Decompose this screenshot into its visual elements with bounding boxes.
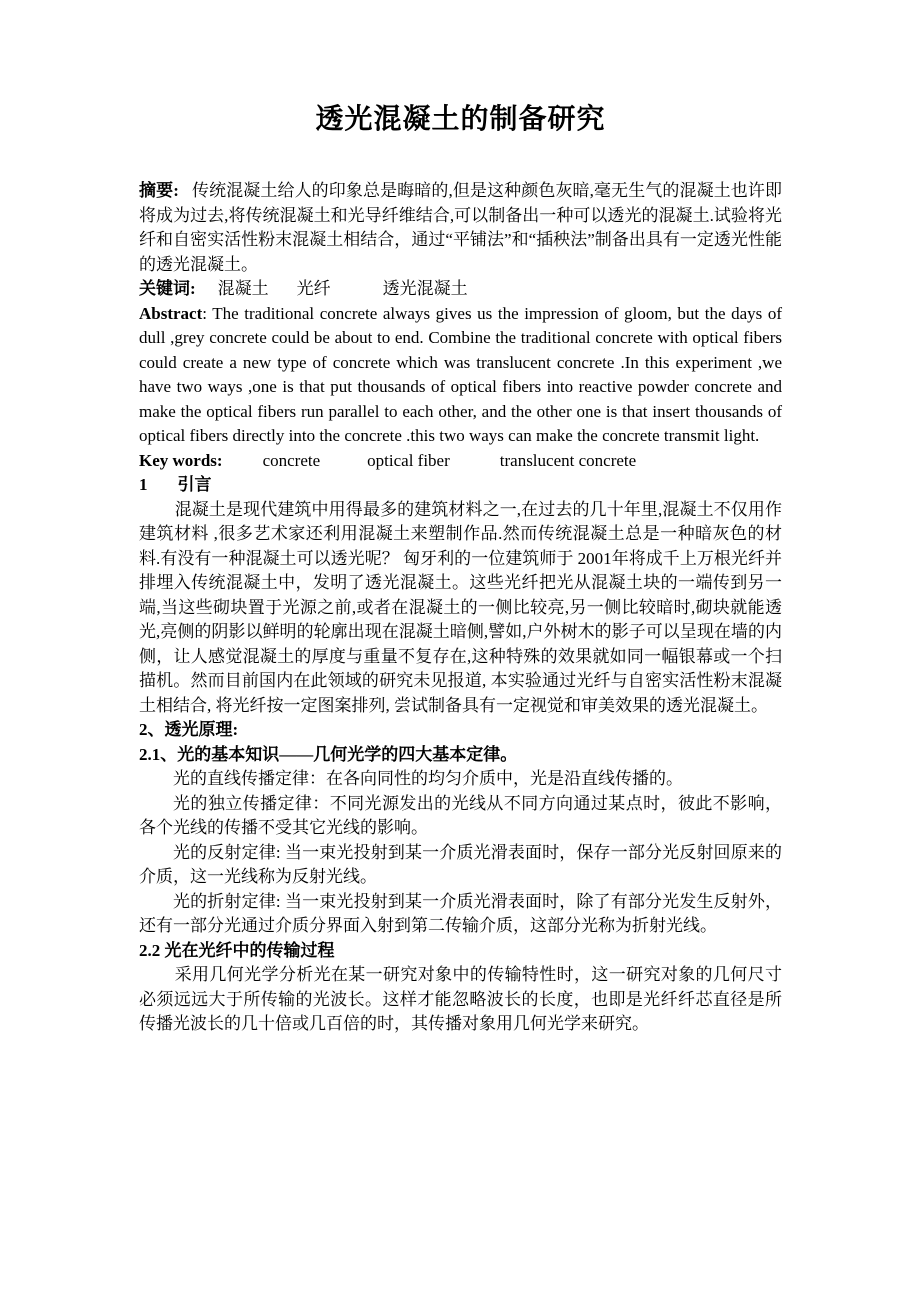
keyword-en-optical-fiber: optical fiber xyxy=(367,450,450,470)
abstract-en-paragraph xyxy=(139,302,782,449)
section-2-2-body: 采用几何光学分析光在某一研究对象中的传输特性时，这一研究对象的几何尺寸必须远远大于所传输的光波长。这样才能忽略波长的长度，也即是光纤纤芯直径是所传播光波长的几十倍或几百倍的时，其传播对象用几何光学来研究。 xyxy=(139,965,782,1033)
section-2-heading: 2、透光原理: xyxy=(139,720,239,739)
abstract-en-text: : The traditional concrete always gives us the impression of gloom, but the days of dull ,grey concrete could be about to end. Combine the traditional concrete with optical fibers could create a new type of concrete which was translucent concrete .In this experiment ,we have two ways ,one is that put thousands of optical fibers into reactive powder concrete and make the optical fibers run parallel to each other, and the other one is that insert thousands of optical fibers directly into the concrete .this two ways can make the concrete transmit light. xyxy=(139,303,782,445)
abstract-en-label: Abstract xyxy=(139,303,203,323)
section-2-1-heading: 2.1、光的基本知识——几何光学的四大基本定律。 xyxy=(139,744,518,764)
law-paragraph-refraction: 光的折射定律: 当一束光投射到某一介质光滑表面时，除了有部分光发生反射外，还有一部分光通过介质分界面入射到第二传输介质，这部分光称为折射光线。 xyxy=(139,891,782,935)
section-1-number: 1 xyxy=(139,475,148,494)
keyword-en-translucent-concrete: translucent concrete xyxy=(499,450,637,470)
keywords-en-line xyxy=(139,449,782,474)
document-title: 透光混凝土的制备研究 xyxy=(315,104,606,135)
keyword-cn-translucent: 透光混凝土 xyxy=(382,279,468,298)
law-paragraph-reflection: 光的反射定律: 当一束光投射到某一介质光滑表面时，保存一部分光反射回原来的介质，这一光线称为反射光线。 xyxy=(139,842,782,886)
keywords-cn-line xyxy=(139,277,782,302)
abstract-cn-paragraph xyxy=(139,179,782,277)
keyword-cn-concrete: 混凝土 xyxy=(217,279,269,298)
abstract-cn-text: 传统混凝土给人的印象总是晦暗的,但是这种颜色灰暗,毫无生气的混凝土也许即将成为过去,将传统混凝土和光导纤维结合,可以制备出一种可以透光的混凝土.试验将光纤和自密实活性粉末混凝土相结合，通过“平铺法”和“插秧法”制备出具有一定透光性能的透光混凝土。 xyxy=(139,181,783,274)
keyword-en-concrete: concrete xyxy=(262,450,321,470)
section-1-title: 引言 xyxy=(177,475,212,494)
section-2-2-heading: 2.2 光在光纤中的传输过程 xyxy=(139,940,335,960)
abstract-cn-label: 摘要: xyxy=(139,181,179,200)
keywords-cn-label: 关键词: xyxy=(139,279,196,298)
keyword-cn-fiber: 光纤 xyxy=(296,279,331,298)
law-paragraph-rectilinear: 光的直线传播定律：在各向同性的均匀介质中，光是沿直线传播的。 xyxy=(173,769,683,788)
section-1-body: 混凝土是现代建筑中用得最多的建筑材料之一,在过去的几十年里,混凝土不仅用作建筑材料 ,很多艺术家还利用混凝土来塑制作品.然而传统混凝土总是一种暗灰色的材料.有没有一种混凝土可以透光呢？ 匈牙利的一位建筑师于 2001年将成千上万根光纤并排埋入传统混凝土中，发明了透光混凝土。这些光纤把光从混凝土块的一端传到另一端,当这些砌块置于光源之前,或者在混凝土的一侧比较亮,另一侧比较暗时,砌块就能透光,亮侧的阴影以鲜明的轮廓出现在混凝土暗侧,譬如,户外树木的影子可以呈现在墙的内侧，让人感觉混凝土的厚度与重量不复存在,这种特殊的效果就如同一幅银幕或一个扫描机。然而目前国内在此领域的研究未见报道, 本实验通过光纤与自密实活性粉末混凝土相结合, 将光纤按一定图案排列, 尝试制备具有一定视觉和审美效果的透光混凝土。 xyxy=(139,499,782,715)
keywords-en-label: Key words: xyxy=(139,450,223,470)
section-1-heading xyxy=(139,473,782,498)
law-paragraph-independent: 光的独立传播定律：不同光源发出的光线从不同方向通过某点时，彼此不影响， 各个光线的传播不受其它光线的影响。 xyxy=(139,793,782,837)
